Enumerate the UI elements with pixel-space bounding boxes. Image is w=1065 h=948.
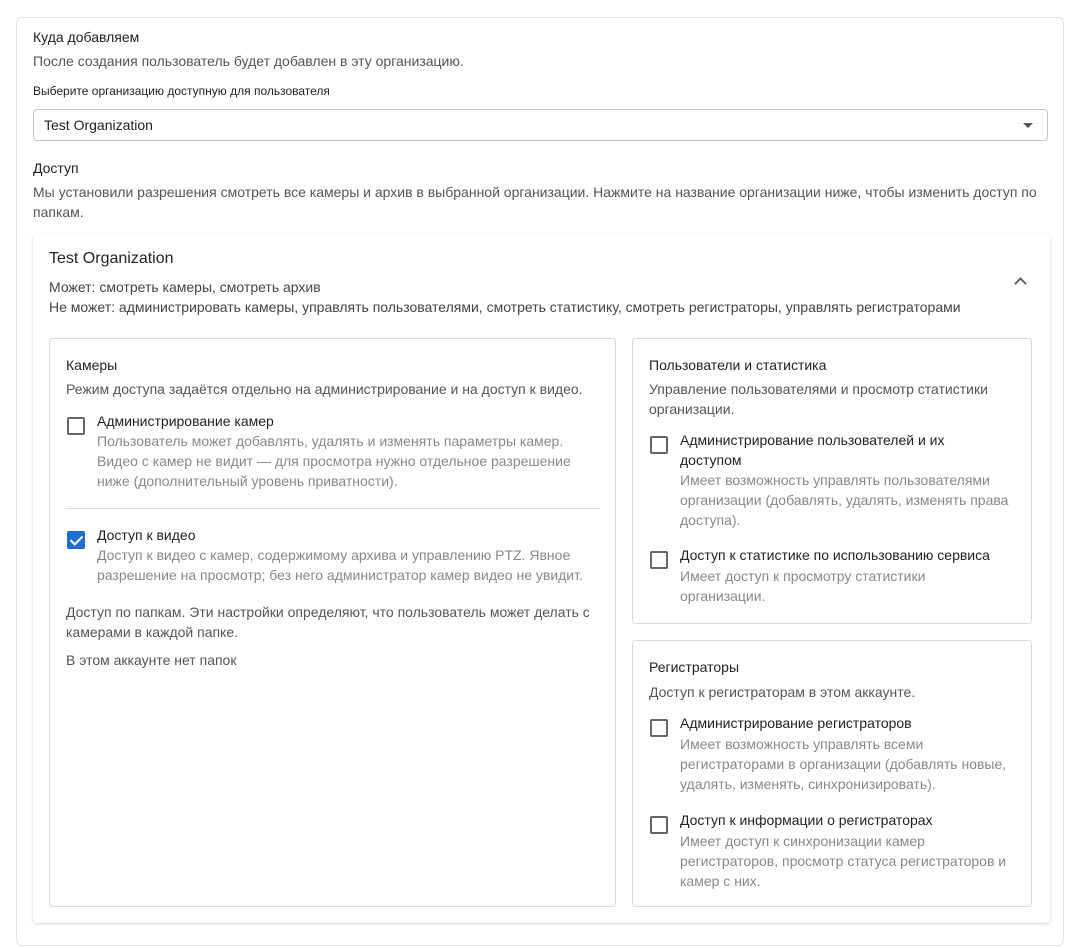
recorder-info-desc: Имеет доступ к синхронизации камер регистраторов, просмотр статуса регистраторов и камер с них.	[680, 833, 1007, 889]
divider	[66, 508, 600, 509]
video-access-checkbox[interactable]	[67, 531, 85, 549]
stats-access-desc: Имеет доступ к просмотру статистики организации.	[680, 568, 926, 604]
no-folders-text: В этом аккаунте нет папок	[66, 652, 237, 668]
users-stats-subtitle: Управление пользователями и просмотр статистики организации.	[649, 381, 988, 417]
user-admin-checkbox[interactable]	[650, 436, 668, 454]
org-can-summary: Может: смотреть камеры, смотреть архив	[49, 279, 321, 295]
recorders-title: Регистраторы	[649, 659, 740, 675]
org-select-value: Test Organization	[44, 117, 153, 133]
camera-admin-title: Администрирование камер	[97, 413, 274, 429]
cameras-subtitle: Режим доступа задаётся отдельно на администрирование и на доступ к видео.	[66, 381, 583, 397]
users-stats-panel	[632, 338, 1032, 624]
cameras-title: Камеры	[66, 357, 118, 373]
recorders-subtitle: Доступ к регистраторам в этом аккаунте.	[649, 684, 916, 700]
recorder-info-title: Доступ к информации о регистраторах	[680, 812, 933, 828]
caret-down-icon	[1023, 123, 1033, 128]
video-access-desc: Доступ к видео с камер, содержимому архива и управлению PTZ. Явное разрешение на просмотр; без него администратор камер видео не увидит.	[97, 547, 583, 583]
access-description: Мы установили разрешения смотреть все камеры и архив в выбранной организации. Нажмите на название организации ниже, чтобы изменить доступ по папкам.	[33, 184, 1037, 220]
recorders-panel	[632, 640, 1032, 907]
access-heading: Доступ	[33, 160, 79, 176]
org-select-label: Выберите организацию доступную для пользователя	[33, 84, 330, 98]
target-heading: Куда добавляем	[33, 29, 140, 45]
user-creation-form	[16, 17, 1064, 946]
target-description: После создания пользователь будет добавлен в эту организацию.	[33, 53, 464, 69]
user-admin-title: Администрирование пользователей и их доступом	[680, 432, 945, 468]
video-access-title: Доступ к видео	[97, 527, 196, 543]
stats-access-title: Доступ к статистике по использованию сервиса	[680, 547, 990, 563]
org-select[interactable]	[33, 109, 1048, 141]
stats-access-checkbox[interactable]	[650, 551, 668, 569]
camera-admin-checkbox[interactable]	[67, 417, 85, 435]
cameras-panel	[49, 338, 616, 907]
recorder-admin-title: Администрирование регистраторов	[680, 715, 912, 731]
folders-note: Доступ по папкам. Эти настройки определяют, что пользователь может делать с камерами в каждой папке.	[66, 604, 590, 640]
recorder-admin-desc: Имеет возможность управлять всеми регистраторами в организации (добавлять новые, удалять, изменять, синхронизировать).	[680, 736, 1007, 792]
org-permissions-card	[33, 234, 1050, 923]
recorder-admin-checkbox[interactable]	[650, 719, 668, 737]
user-admin-desc: Имеет возможность управлять пользователями организации (добавлять, удалять, изменять права доступа).	[680, 472, 1009, 528]
camera-admin-desc: Пользователь может добавлять, удалять и изменять параметры камер. Видео с камер не видит — для просмотра нужно отдельное разрешение ниже (дополнительный уровень приватности).	[97, 433, 571, 489]
recorder-info-checkbox[interactable]	[650, 816, 668, 834]
users-stats-title: Пользователи и статистика	[649, 357, 827, 373]
chevron-up-icon[interactable]	[1014, 277, 1027, 290]
org-cannot-summary: Не может: администрировать камеры, управлять пользователями, смотреть статистику, смотреть регистраторы, управлять регистраторами	[49, 299, 961, 315]
org-name[interactable]: Test Organization	[49, 250, 174, 267]
